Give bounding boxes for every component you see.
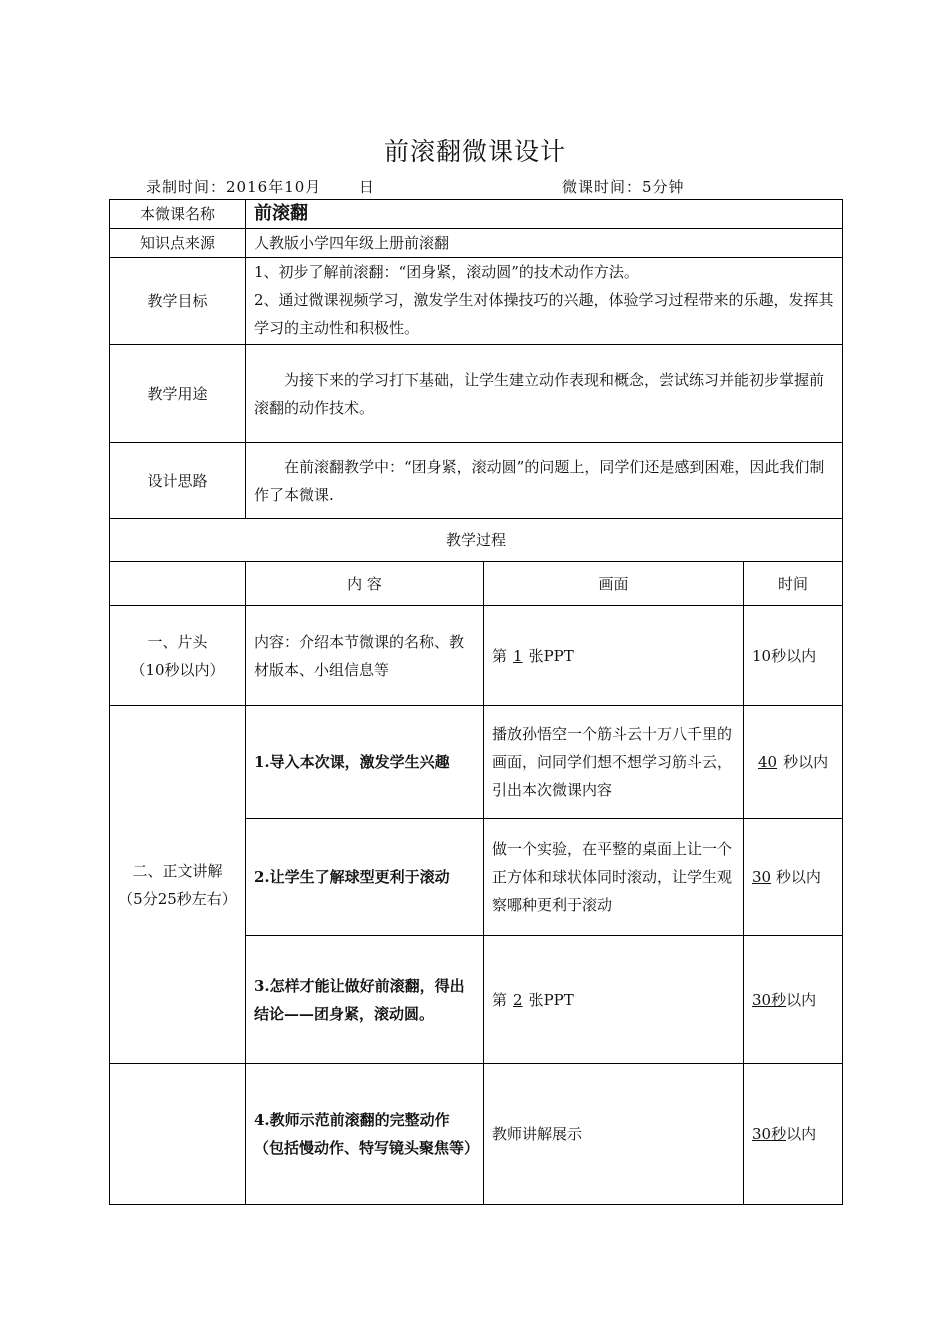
- record-time: [146, 176, 375, 197]
- slide-number: 1: [513, 646, 523, 665]
- section-intro-title: 一、片头: [147, 632, 208, 651]
- idea-label: 设计思路: [110, 443, 246, 519]
- step-3-content: 3.怎样才能让做好前滚翻，得出结论——团身紧，滚动圆。: [246, 936, 484, 1064]
- course-name-label: 本微课名称: [110, 200, 246, 229]
- step-3-screen: 第 2 张PPT: [484, 936, 744, 1064]
- record-time-label: 录制时间：: [146, 178, 227, 196]
- course-duration: [562, 176, 685, 197]
- section-demo-empty-cell: [110, 1064, 246, 1205]
- duration-label: 微课时间：: [562, 178, 643, 196]
- source-value: 人教版小学四年级上册前滚翻: [246, 229, 843, 258]
- goal-label: 教学目标: [110, 258, 246, 345]
- use-value: 为接下来的学习打下基础，让学生建立动作表现和概念，尝试练习并能初步掌握前滚翻的动作技术。: [246, 345, 843, 443]
- section-main-label: [110, 706, 246, 1064]
- step-1-content: 1.导入本次课，激发学生兴趣: [246, 706, 484, 819]
- section-main-limit: （5分25秒左右）: [118, 889, 237, 908]
- step-4-screen: 教师讲解展示: [484, 1064, 744, 1205]
- course-name-value: 前滚翻: [246, 200, 843, 229]
- duration-value: 5分钟: [642, 178, 685, 196]
- page-title: 前滚翻微课设计: [383, 137, 566, 166]
- idea-value: 在前滚翻教学中：“团身紧，滚动圆”的问题上，同学们还是感到困难，因此我们制作了本微课.: [246, 443, 843, 519]
- step-4-time-number: 30秒: [752, 1125, 787, 1143]
- goal-item-1: 1、初步了解前滚翻：“团身紧，滚动圆”的技术动作方法。: [254, 263, 639, 281]
- step-4-content: 4.教师示范前滚翻的完整动作（包括慢动作、特写镜头聚焦等）: [246, 1064, 484, 1205]
- process-heading: 教学过程: [110, 519, 843, 562]
- column-header-content: 内 容: [246, 562, 484, 606]
- source-label: 知识点来源: [110, 229, 246, 258]
- step-1-time-number: 40: [758, 753, 778, 771]
- design-table: [109, 199, 843, 1205]
- section-main-title: 二、正文讲解: [132, 861, 223, 880]
- slide-number: 2: [513, 990, 523, 1009]
- section-intro-limit: （10秒以内）: [130, 660, 225, 679]
- section-intro-label: [110, 606, 246, 706]
- use-label: 教学用途: [110, 345, 246, 443]
- header-empty-cell: [110, 562, 246, 606]
- step-2-content: 2.让学生了解球型更利于滚动: [246, 819, 484, 936]
- step-2-screen: 做一个实验，在平整的桌面上让一个正方体和球状体同时滚动，让学生观察哪种更利于滚动: [484, 819, 744, 936]
- section-intro-time: 10秒以内: [744, 606, 843, 706]
- step-3-time-number: 30秒: [752, 990, 787, 1009]
- goal-item-2: 2、通过微课视频学习，激发学生对体操技巧的兴趣，体验学习过程带来的乐趣，发挥其学习的主动性和积极性。: [254, 291, 834, 337]
- step-2-time: 30 秒以内: [744, 819, 843, 936]
- step-1-screen: 播放孙悟空一个筋斗云十万八千里的画面，问同学们想不想学习筋斗云，引出本次微课内容: [484, 706, 744, 819]
- column-header-time: 时间: [744, 562, 843, 606]
- goal-value: [246, 258, 843, 345]
- section-intro-screen: 第 1 张PPT: [484, 606, 744, 706]
- step-4-time: 30秒以内: [744, 1064, 843, 1205]
- step-3-time: 30秒以内: [744, 936, 843, 1064]
- step-1-time: 40 秒以内: [744, 706, 843, 819]
- step-2-time-number: 30: [752, 868, 772, 886]
- column-header-screen: 画面: [484, 562, 744, 606]
- section-intro-content: 内容：介绍本节微课的名称、教材版本、小组信息等: [246, 606, 484, 706]
- record-time-value: 2016年10月: [226, 178, 322, 196]
- record-day: 日: [358, 178, 375, 196]
